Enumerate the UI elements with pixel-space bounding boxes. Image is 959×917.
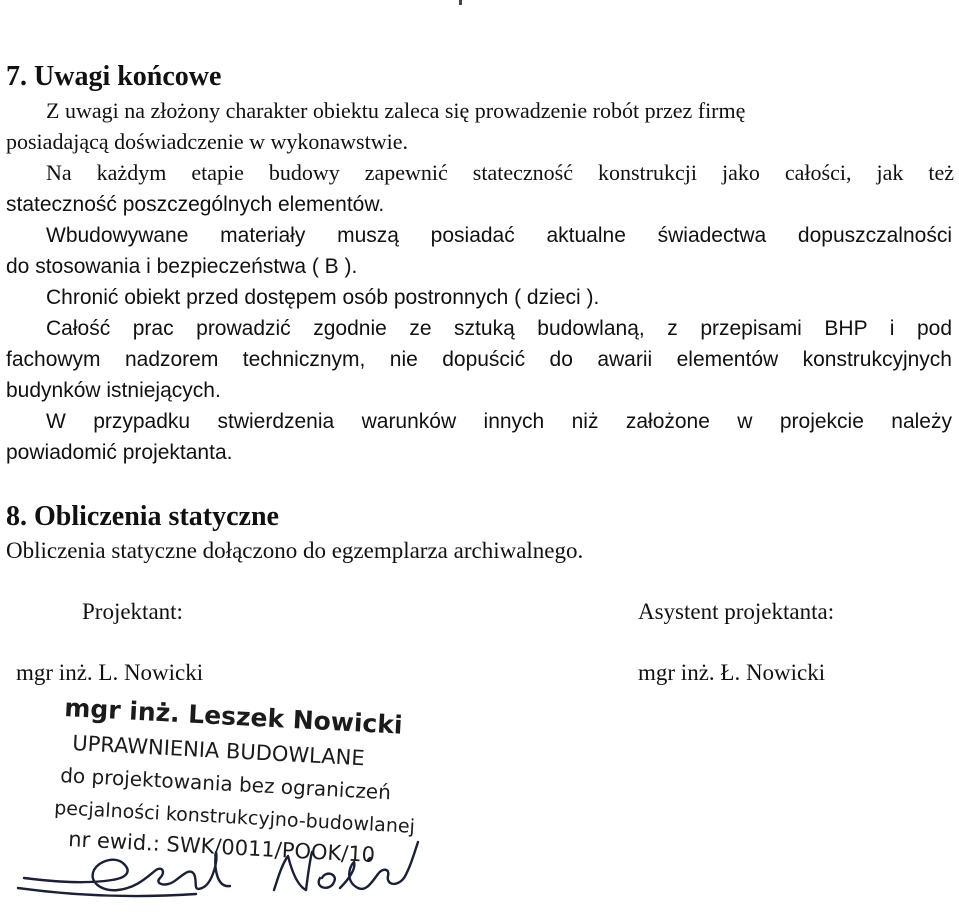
designer-label: Projektant: bbox=[82, 599, 183, 624]
section-7-line-6: do stosowania i bezpieczeństwa ( B ). bbox=[6, 255, 358, 278]
section-7-heading: 7. Uwagi końcowe bbox=[6, 61, 222, 92]
section-8-text: Obliczenia statyczne dołączono do egzemplarza archiwalnego. bbox=[6, 538, 584, 563]
section-8-heading: 8. Obliczenia statyczne bbox=[6, 501, 279, 532]
stamp-line-1: mgr inż. Leszek Nowicki bbox=[63, 693, 404, 740]
designer-name: mgr inż. L. Nowicki bbox=[16, 660, 204, 685]
section-7-line-1: Z uwagi na złożony charakter obiektu zaleca się prowadzenie robót przez firmę bbox=[46, 98, 746, 123]
stamp-line-3: do projektowania bez ograniczeń bbox=[59, 763, 392, 805]
section-7-line-5: Wbudowywane materiały muszą posiadać aktualne świadectwa dopuszczalności bbox=[46, 224, 952, 247]
stamp-line-2: UPRAWNIENIA BUDOWLANE bbox=[71, 731, 366, 771]
page-top-mark bbox=[459, 0, 462, 5]
section-7-line-4: stateczność poszczególnych elementów. bbox=[6, 193, 385, 216]
section-7-line-9: fachowym nadzorem technicznym, nie dopuścić do awarii elementów konstrukcyjnych bbox=[6, 348, 952, 371]
section-7-line-8: Całość prac prowadzić zgodnie ze sztuką budowlaną, z przepisami BHP i pod bbox=[46, 317, 952, 340]
assistant-designer-label: Asystent projektanta: bbox=[638, 599, 835, 624]
stamp-line-4: pecjalności konstrukcyjno-budowlanej bbox=[53, 797, 416, 838]
section-7-line-7: Chronić obiekt przed dostępem osób postronnych ( dzieci ). bbox=[46, 286, 600, 309]
stamp-line-5: nr ewid.: SWK/0011/POOK/10 bbox=[67, 827, 376, 868]
section-7-line-2: posiadającą doświadczenie w wykonawstwie. bbox=[6, 129, 408, 154]
license-stamp bbox=[16, 692, 426, 912]
section-7-line-3: Na każdym etapie budowy zapewnić stateczność konstrukcji jako całości, jak też bbox=[46, 160, 954, 185]
section-7-line-12: powiadomić projektanta. bbox=[6, 441, 233, 464]
section-7-line-11: W przypadku stwierdzenia warunków innych niż założone w projekcie należy bbox=[46, 410, 952, 433]
section-7-line-10: budynków istniejących. bbox=[6, 379, 221, 402]
assistant-designer-name: mgr inż. Ł. Nowicki bbox=[638, 660, 826, 685]
